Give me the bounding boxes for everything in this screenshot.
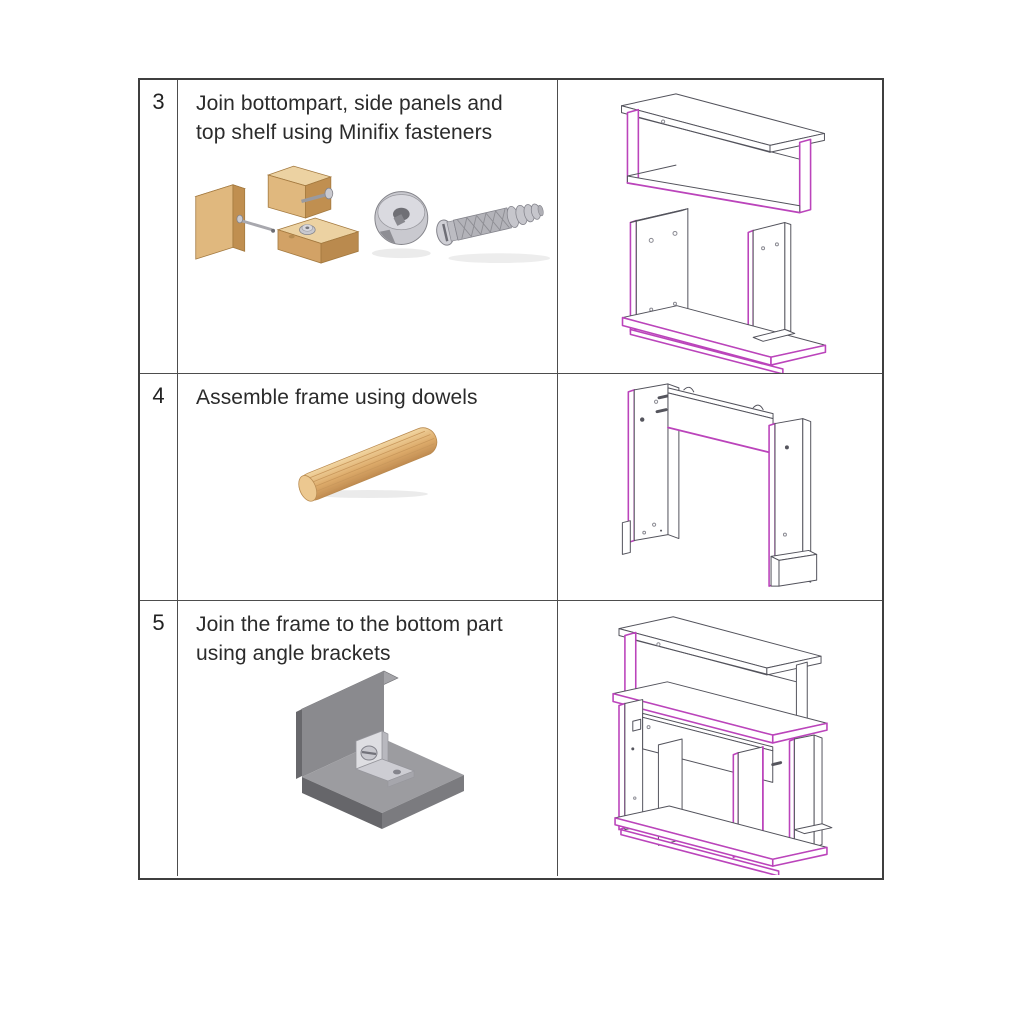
left-outer-column xyxy=(619,700,643,830)
angle-bracket-illustration xyxy=(266,659,466,859)
top-shelf-exploded xyxy=(622,94,825,213)
wood-panel-with-bolt xyxy=(196,185,275,259)
step-5-row xyxy=(140,601,882,876)
minifix-bolt xyxy=(434,198,550,263)
right-outer-column xyxy=(790,735,823,855)
step-4-diagram-cell xyxy=(558,374,886,600)
step-3-row xyxy=(140,80,882,374)
step-5-diagram-cell xyxy=(558,601,886,876)
step-3-instruction-text: Join bottompart, side panels and top shelf using Minifix fasteners xyxy=(196,92,503,144)
step-5-instruction-text: Join the frame to the bottom part using angle brackets xyxy=(196,613,503,665)
right-side-panel xyxy=(748,223,791,340)
step-4-instruction-cell xyxy=(178,374,558,600)
step-3-number: 3 xyxy=(140,80,178,373)
step-5-number: 5 xyxy=(140,601,178,876)
instruction-table xyxy=(138,78,884,880)
minifix-fasteners-illustration xyxy=(184,160,556,278)
step-4-instruction-text: Assemble frame using dowels xyxy=(196,386,478,409)
wood-block-with-embedded-bolt xyxy=(268,166,333,218)
step-4-number: 4 xyxy=(140,374,178,600)
step-4-row xyxy=(140,374,882,601)
step-3-diagram-cell xyxy=(558,80,886,373)
bottom-part-base xyxy=(623,306,826,373)
step-5-instruction-cell xyxy=(178,601,558,876)
minifix-cam-disc xyxy=(372,192,431,259)
frame-right-leg xyxy=(769,419,817,587)
step-4-frame-diagram xyxy=(558,374,885,600)
step-5-assembly-diagram xyxy=(558,601,885,875)
step-3-assembly-diagram xyxy=(558,80,885,373)
wooden-dowel-illustration xyxy=(283,424,453,504)
step-3-instruction-cell xyxy=(178,80,558,373)
wood-block-with-cam xyxy=(278,218,358,263)
